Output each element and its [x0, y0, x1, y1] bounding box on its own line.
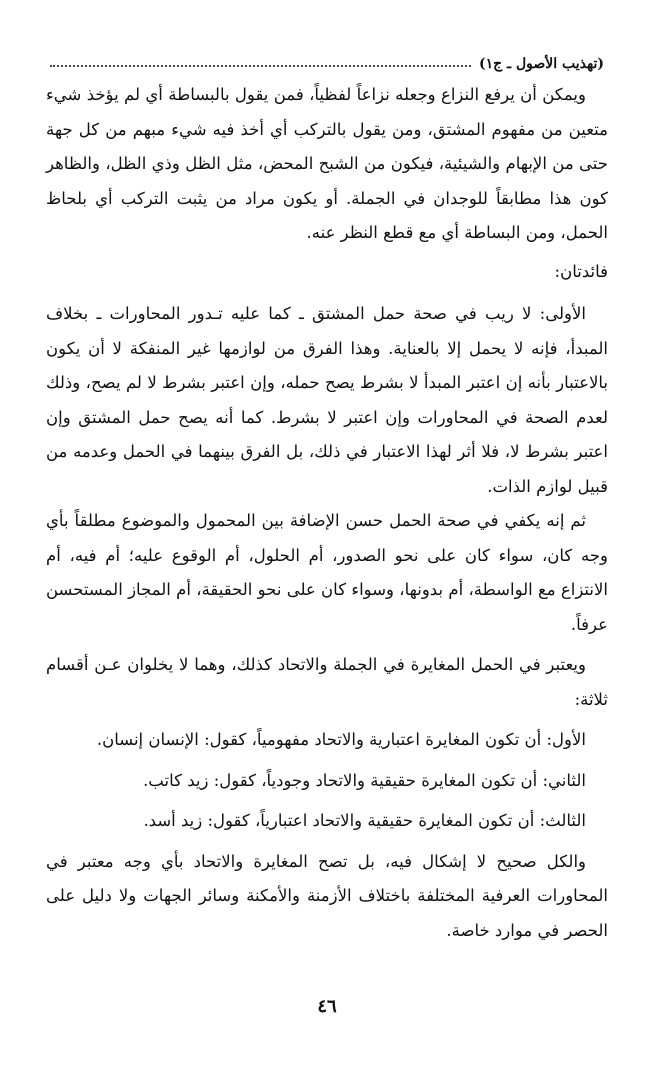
list-item-third-type: الثالث: أن تكون المغايرة حقيقية والاتحاد اعتبارياً، كقول: زيد أسد.: [143, 811, 586, 830]
paragraph-conclusion: والكل صحيح لا إشكال فيه، بل تصح المغايرة والاتحاد بأي وجه معتبر في المحاورات العرفية المختلفة باختلاف الأزمنة والأمكنة وسائر الجهات ولا دليل على الحصر في موارد خاصة.: [46, 851, 608, 940]
paragraph-conditions: ويعتبر في الحمل المغايرة في الجملة والاتحاد كذلك، وهما لا يخلوان عـن أقسام ثلاثة:: [46, 655, 608, 709]
page-number: ٤٦: [317, 996, 337, 1017]
page-body: [46, 78, 608, 948]
header-dotted-rule: [50, 65, 471, 67]
paragraph-first-note: الأولى: لا ريب في صحة حمل المشتق ـ كما عليه تـدور المحاورات ـ بخلاف المبدأ، فإنه لا يحمل إلا بالعناية. وهذا الفرق من لوازمها غير المنفكة لا أن يكون بالاعتبار بأنه إن اعتبر المبدأ لا بشرط يصح حمله، وإن اعتبر بشرط لا لم يصح، وذلك لعدم الصحة في المحاورات وإن اعتبر لا بشرط. كما أنه يصح حمل المشتق وإن اعتبر بشرط لا، فلا أثر لهذا الاعتبار في ذلك، بل الفرق بينهما في الحمل وعدمه من قبيل لوازم الذات.: [46, 304, 608, 496]
running-header-title: (تهذيب الأصول ـ ج١): [478, 56, 604, 72]
list-item-first-type: الأول: أن تكون المغايرة اعتبارية والاتحاد مفهومياً، كقول: الإنسان إنسان.: [96, 730, 586, 749]
section-heading-two-notes: فائدتان:: [554, 261, 608, 281]
running-header: [50, 52, 604, 76]
list-item-second-type: الثاني: أن تكون المغايرة حقيقية والاتحاد وجودياً، كقول: زيد كاتب.: [143, 770, 586, 790]
paragraph-predication: ثم إنه يكفي في صحة الحمل حسن الإضافة بين المحمول والموضوع مطلقاً بأي وجه كان، سواء كان على نحو الصدور، أم الحلول، أم الوقوع عليه؛ أم فيه، أم الانتزاع مع الواسطة، أم بدونها، وسواء كان على نحو الحقيقة، أم المجاز المستحسن عرفاً.: [46, 511, 608, 634]
paragraph-intro: ويمكن أن يرفع النزاع وجعله نزاعاً لفظياً، فمن يقول بالبساطة أي لم يؤخذ شيء متعين من مفهوم المشتق، ومن يقول بالتركب أي أخذ فيه شيء مبهم من كل جهة حتى من الإبهام والشيئية، فيكون من الشبح المحض، مثل الظل وذي الظل، والظاهر كون هذا مطابقاً للوجدان في الجملة. أو يكون مراد من يثبت التركب أي بلحاظ الحمل، ومن البساطة أي مع قطع النظر عنه.: [46, 85, 608, 242]
